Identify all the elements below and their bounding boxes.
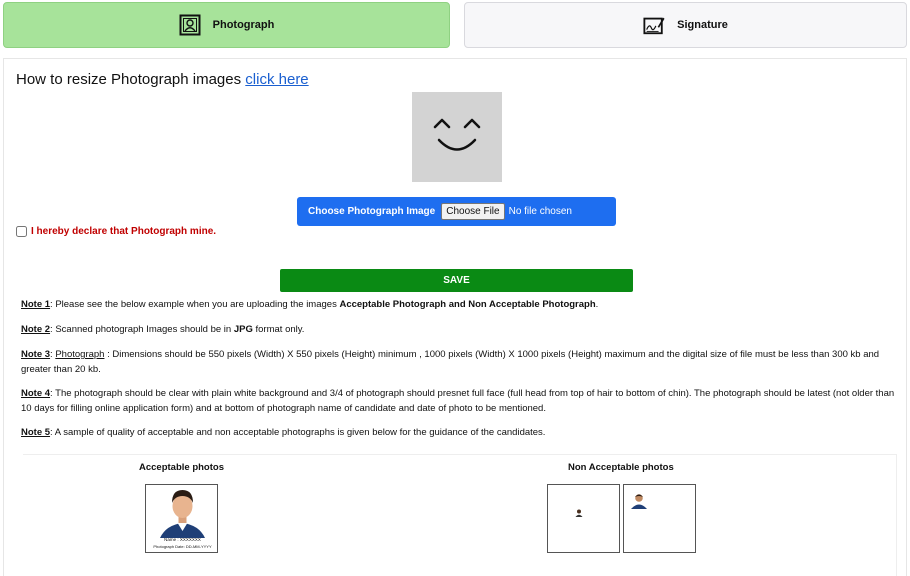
note-3: Note 3: Photograph : Dimensions should be 550 pixels (Width) X 550 pixels (Height) minimum , 1000 pixels (Width) X 1000 pixels (Height) maximum and the digital size of file must be less than 300 kb and greater than 20 kb. [21, 349, 880, 375]
upload-label: Choose Photograph Image [308, 206, 436, 217]
tab-signature-label: Signature [677, 19, 728, 31]
upload-tabs [3, 2, 907, 48]
signature-icon [643, 14, 665, 36]
note-2 [21, 322, 896, 337]
note-text: : Dimensions should be 550 pixels (Width) X 550 pixels (Height) minimum , 1000 pixels (Width) X 1000 pixels (Height) maximum and the digital size of file must be less than 300 kb and greater than 20 kb. [21, 349, 880, 375]
note-emphasis: JPG [233, 324, 253, 335]
smiley-face-icon [427, 107, 487, 167]
declaration [16, 226, 216, 237]
non-acceptable-sample-photo-1 [547, 484, 620, 553]
note-underlined: Photograph [55, 349, 105, 360]
non-acceptable-sample-photo-2 [623, 484, 696, 553]
tab-signature[interactable] [464, 2, 907, 48]
sample-date-caption: Photograph Date: DD-MM-YYYY [153, 544, 212, 549]
file-status: No file chosen [508, 206, 572, 217]
person-portrait-icon [146, 485, 218, 538]
acceptable-sample-photo [145, 484, 218, 553]
note-1 [21, 297, 896, 312]
note-label: Note 2 [21, 324, 51, 335]
tab-photograph-label: Photograph [212, 19, 275, 31]
declaration-checkbox[interactable] [16, 226, 27, 237]
note-label: Note 4 [21, 388, 51, 399]
non-acceptable-photos-title: Non Acceptable photos [568, 462, 674, 473]
note-label: Note 3 [21, 349, 51, 360]
tab-photograph[interactable] [3, 2, 450, 48]
note-4 [21, 386, 896, 416]
photo-upload-bar [297, 197, 616, 226]
page-title-text: How to resize Photograph images [16, 71, 242, 88]
choose-file-button[interactable]: Choose File [441, 203, 504, 220]
note-text: : Scanned photograph Images should be in [50, 324, 234, 335]
note-label: Note 1 [21, 299, 51, 310]
page-title [16, 71, 309, 88]
sample-name-caption: Name : XXXXXXX [164, 537, 201, 542]
acceptable-photos-title: Acceptable photos [139, 462, 224, 473]
person-icon [630, 493, 648, 509]
save-button[interactable]: SAVE [280, 269, 633, 292]
note-5 [21, 425, 896, 440]
note-text-end: . [595, 299, 599, 310]
resize-help-link[interactable]: click here [245, 71, 309, 88]
portrait-icon [179, 14, 201, 36]
note-text: : A sample of quality of acceptable and non acceptable photographs is given below for the guidance of the candidates. [50, 427, 546, 438]
photo-preview [412, 92, 502, 182]
small-person-icon [575, 509, 583, 517]
declaration-text: I hereby declare that Photograph mine. [31, 226, 217, 237]
note-emphasis: Acceptable Photograph and Non Acceptable Photograph [339, 299, 596, 310]
note-text: : Please see the below example when you are uploading the images [50, 299, 340, 310]
note-label: Note 5 [21, 427, 51, 438]
note-text-end: format only. [252, 324, 305, 335]
note-text: : The photograph should be clear with plain white background and 3/4 of photograph should presnet full face (full head from top of hair to bottom of chin). The photograph should be latest (not older than 10 days for filling online application form) and at bottom of photograph name of candidate and date of photo to be mentioned. [21, 388, 895, 414]
